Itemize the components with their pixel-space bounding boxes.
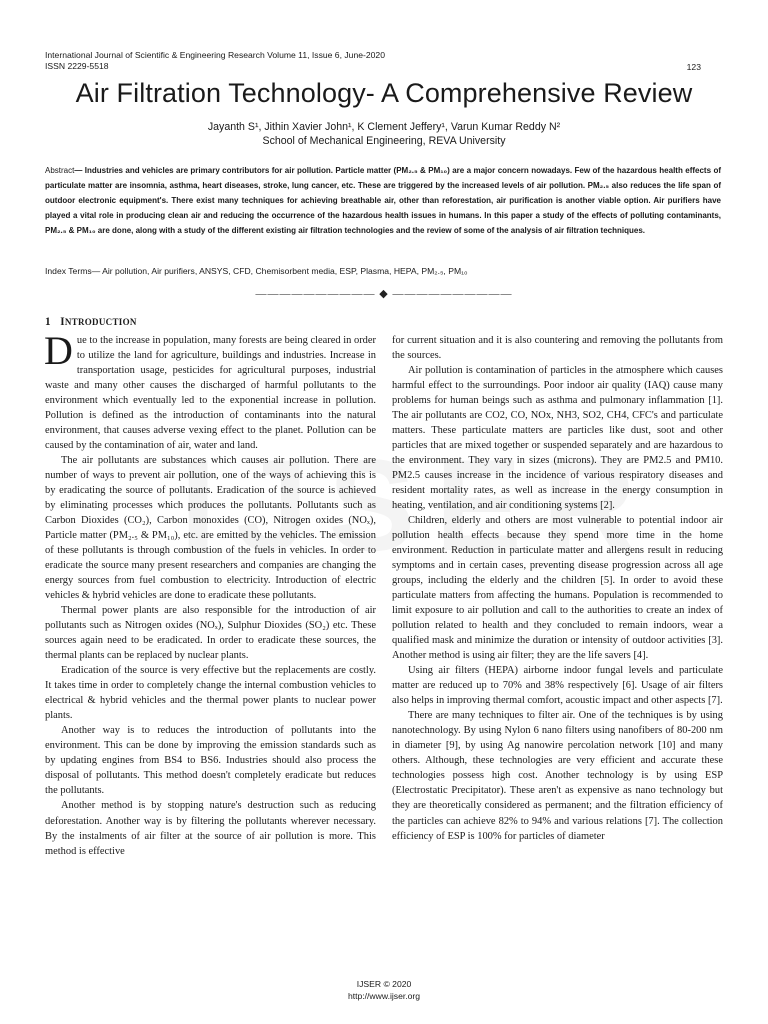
section-separator: —————————— ◆ —————————— [255,288,513,300]
section-title-initial: I [60,316,65,328]
footer-url[interactable]: http://www.ijser.org [347,991,421,1001]
abstract-text: — Industries and vehicles are primary contributors for air pollution. Particle matter (PM₂.₅ & PM₁₀) are a major concern nowadays. Few of the hazardous health effects of particulate matter are insomnia, asthma, heart diseases, stroke, lung cancer, etc. These are triggered by the increased levels of air pollution. PM₂.₅ also reduces the life span of outdoor electronic equipment's. There exist many techniques for achieving breathable air, other than reforestation, air purification is another viable option. Air purifiers have played a vital role in producing clean air and reducing the occurrence of the hazardous health issues in humans. In this paper a study of the effects of polluting contaminants, PM₂.₅ & PM₁₀ are done, along with a study of the different existing air filtration technologies and the review of some of the analysis of air filtration techniques. [45,166,721,235]
paragraph-text: ue to the increase in population, many forests are being cleared in order to utilize the land for agriculture, buildings and industries. Increase in transportation usage, pesticides for agricultural purposes, industrial waste and many other causes the discharged of harmful pollutants to the environment which eventually led to the exponential increase in pollution. Pollution is defined as the introduction of contaminants into the natural environment, that causes adverse vexing effect to the planet. Pollution can be caused by the contamination of air, water and land. [45,335,376,452]
abstract-lead: Abstract [45,166,75,175]
right-column [392,333,723,844]
journal-header: International Journal of Scientific & Engineering Research Volume 11, Issue 6, June-2020 [45,50,385,60]
paragraph: Using air filters (HEPA) airborne indoor fungal levels and particulate matter are reduced up to 70% and 38% respectively [6]. Usage of air filters also helps in improving thermal comfort, acoustic impact and other aspects [7]. [392,665,723,707]
affiliation: School of Mechanical Engineering, REVA University [262,135,506,147]
paragraph [44,328,376,453]
paragraph: Another method is by stopping nature's destruction such as reducing deforestation. Another way is by filtering the pollutants wherever necessary. By the instalments of air filter at the source of air pollution is more. This method is effective [45,800,376,857]
paragraph: Eradication of the source is very effective but the replacements are costly. It takes time in order to completely change the internal combustion vehicles to electrical & hybrid vehicles and the thermal power plants to nuclear power plants. [45,665,376,722]
paper-title: Air Filtration Technology- A Comprehensive Review [75,78,693,108]
paragraph: The air pollutants are substances which causes air pollution. There are number of ways to prevent air pollution, one of the ways of achieving this is by eradicating the source of pollutants. Eradication of the source is achieved by eliminating processes which produces the pollutants. Pollutants such as Carbon Dioxides (CO₂), Carbon monoxides (CO), Nitrogen oxides (NOₓ), Particle matter (PM₂.₅ & PM₁₀), etc. are emitted by the vehicles. The emission of these pollutants is through combustion of the fuels in vehicles. In order to eradicate the source many present researchers and companies are changing the energy sources from fuel combustion to electricity. Introduction of electric vehicles & hybrid vehicles are done to eradicate these pollutants. [45,455,376,602]
paragraph: for current situation and it is also countering and removing the pollutants from the sources. [392,335,723,362]
issn-label: ISSN 2229-5518 [45,61,109,71]
section-number: 1 [45,316,51,328]
paragraph: Thermal power plants are also responsible for the introduction of air pollutants such as Nitrogen oxides (NOₓ), Sulphur Dioxides (SO₂) etc. These sources again need to be eradicated. In order to eradicate these sources, the thermal plants can be replaced by nuclear plants. [45,605,376,662]
paragraph: Another way is to reduces the introduction of pollutants into the environment. This can be done by improving the emission standards such as by updating engines from BS4 to BS6. Industries should also process the disposal of pollutants. This method doesn't completely eradicate but reduces the pollutants. [45,725,376,797]
page-number: 123 [686,62,701,72]
paragraph: Children, elderly and others are most vulnerable to potential indoor air pollution health effects because they spend more time in the home environment. Reduction in particulate matter and allergens result in reducing symptoms and in certain cases, preventing disease progression across all age groups, including the elderly and the children [5]. In order to avoid these particulate matters from affecting the humans. Population is recommended to limit exposure to air pollution and call to the authorities to create an index of pollution related to health and they concluded to remain indoors, wear a qualified mask and minimize the duration or intensity of outdoor activities [3]. Another method is using air filter; they are the life savers [4]. [392,515,723,662]
abstract [45,164,721,239]
author-list: Jayanth S¹, Jithin Xavier John¹, K Clement Jeffery¹, Varun Kumar Reddy N² [207,121,561,133]
footer-copyright: IJSER © 2020 [356,979,412,989]
left-column [44,328,376,859]
section-title-rest: NTRODUCTION [64,317,137,327]
paragraph: There are many techniques to filter air. One of the techniques is by using nanotechnology. By using Nylon 6 nano filters using nanofibers of 80-200 nm in diameter [9], by using Ag nanowire percolation network [10] and many others. Although, these technologies are very efficient and accurate these technologies possess high cost. Another technology is by using ESP (Electrostatic Precipitator). These aren't as expensive as nano technology but they are theoretically considered as permanent; and the filtration efficiency of the particles can achieve 82% to 94% and various relations [7]. The collection efficiency of ESP is 100% for particles of diameter [392,710,723,842]
drop-cap: D [44,328,73,373]
index-terms: Index Terms— Air pollution, Air purifiers, ANSYS, CFD, Chemisorbent media, ESP, Plasma, HEPA, PM₂.₅, PM₁₀ [45,266,468,276]
section-heading [45,316,137,328]
paragraph: Air pollution is contamination of particles in the atmosphere which causes harmful effect to the surroundings. Poor indoor air quality (IAQ) cause many problems for human beings such as asthma and pulmonary inflammation [1]. The air pollutants are CO2, CO, NOx, NH3, SO2, CH4, CFC's and particulate matters. These particulate matters are particles like dust, soot and other particles that are mixed together or suspended separately and are hazardous to the environment. They vary in sizes (microns). They are PM2.5 and PM10. PM2.5 causes increase in the incidence of various respiratory diseases and resident mortality rates, as well as increase in the energy consumption in heating, ventilation, and air conditioning systems [2]. [392,365,723,512]
